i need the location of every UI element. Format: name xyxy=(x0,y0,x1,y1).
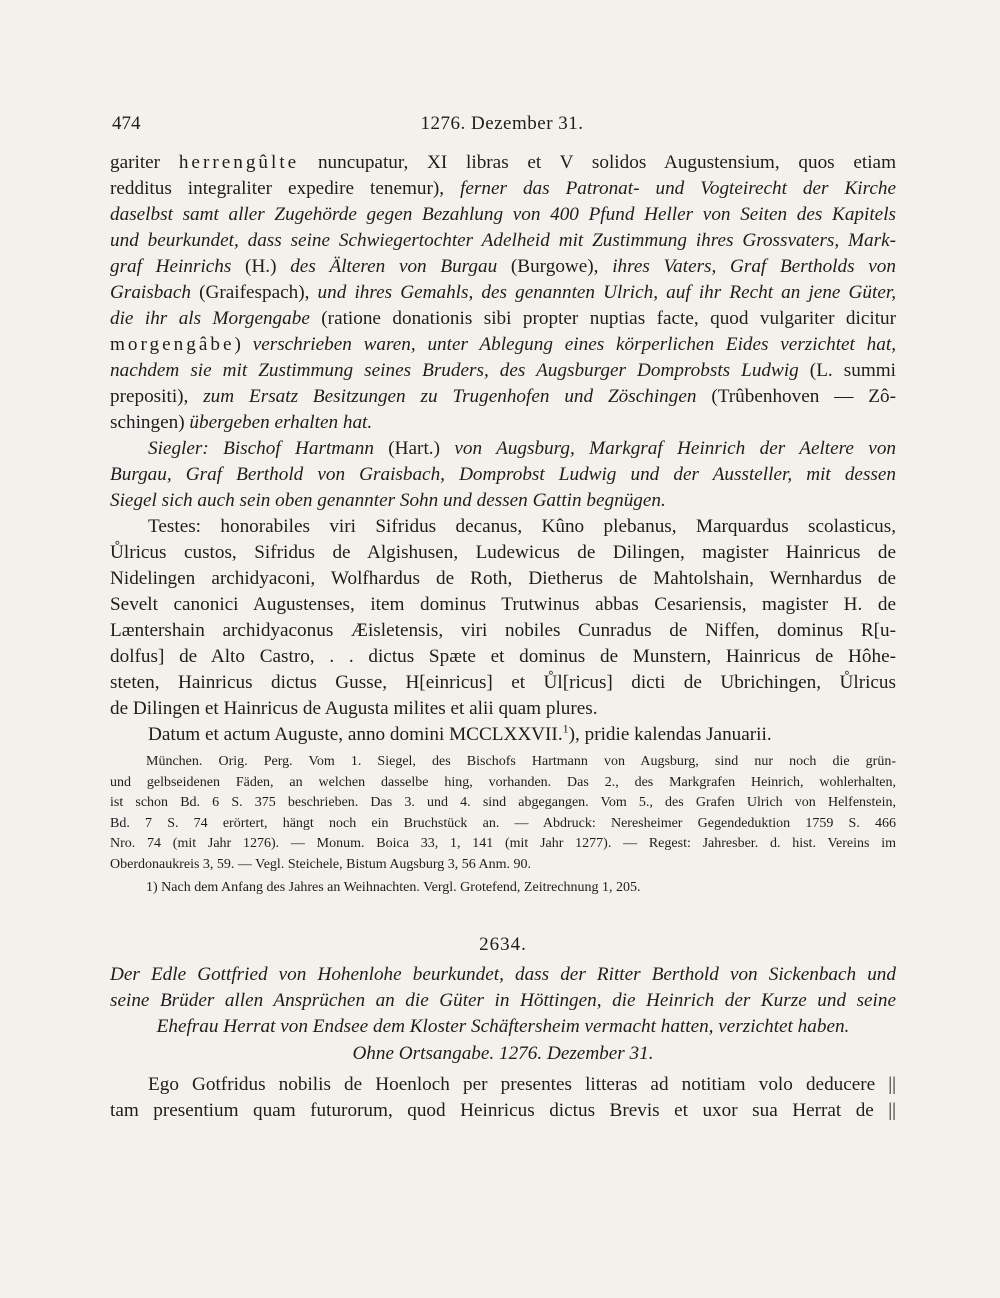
note-line: ist schon Bd. 6 S. 375 beschrieben. Das 3. und 4. sind abgegangen. Vom 5., des Grafen Ulrich von Helfenstein, xyxy=(110,795,896,811)
summary-line: Ehefrau Herrat von Endsee dem Kloster Schäftersheim vermacht hatten, verzichtet haben. xyxy=(156,1015,850,1037)
siegler-paragraph xyxy=(110,436,896,514)
text-run: steten, Hainricus dictus Gusse, H[einricus] et Ůl[ricus] dicti de Ubrichingen, Ůlricus xyxy=(110,672,896,693)
text-run: Læntershain archidyaconus Æisletensis, viri nobiles Cunradus de Niffen, dominus R[u- xyxy=(110,620,896,641)
entry-text-line: Ego Gotfridus nobilis de Hoenloch per presentes litteras ad notitiam volo deducere || xyxy=(148,1073,896,1095)
entry-number: 2634. xyxy=(479,933,527,955)
entry-summary xyxy=(110,962,896,1040)
footnote-ref: 1 xyxy=(562,721,569,736)
body-line xyxy=(110,202,896,228)
text-run: (Hart.) xyxy=(373,438,455,459)
entry-text-line: tam presentium quam futurorum, quod Heinricus dictus Brevis et uxor sua Herrat de || xyxy=(110,1099,896,1121)
body-line xyxy=(110,150,896,176)
text-run: gariter xyxy=(110,152,179,173)
italic-run: Burgau, Graf Berthold von Graisbach, Domprobst Ludwig und der Aussteller, mit dessen xyxy=(110,464,896,485)
entry-text xyxy=(110,1072,896,1124)
body-line xyxy=(110,358,896,384)
text-run: (L. summi xyxy=(798,360,896,381)
siegler-line xyxy=(110,436,896,462)
body-line xyxy=(110,384,896,410)
testes-paragraph xyxy=(110,514,896,722)
body-line xyxy=(110,280,896,306)
text-run: dolfus] de Alto Castro, . . dictus Spæte et dominus de Munstern, Hainricus de Hôhe- xyxy=(110,646,896,667)
italic-run: verschrieben waren, unter Ablegung eines körperlichen Eides verzichtet hat, xyxy=(252,334,896,355)
italic-run: übergeben erhalten hat. xyxy=(189,412,373,433)
testes-line xyxy=(110,670,896,696)
text-run: Sevelt canonici Augustenses, item dominus Trutwinus abbas Cesariensis, magister H. de xyxy=(110,594,896,615)
note-line: Oberdonaukreis 3, 59. — Vegl. Steichele, Bistum Augsburg 3, 56 Anm. 90. xyxy=(110,856,532,872)
spaced-run: morgengâbe xyxy=(110,334,235,355)
spaced-run: herrengûlte xyxy=(178,152,300,173)
text-run: (H.) xyxy=(231,256,291,277)
italic-run: graf Heinrichs xyxy=(110,256,232,277)
page-header xyxy=(112,113,892,143)
body-line xyxy=(110,332,896,358)
datum-text: Datum et actum Auguste, anno domini MCCLXXVII. xyxy=(148,724,563,745)
text-run: (Graifespach), xyxy=(191,282,318,303)
italic-run: von Augsburg, Markgraf Heinrich der Aeltere von xyxy=(454,438,897,459)
testes-line xyxy=(110,566,896,592)
entry-body-paragraph xyxy=(110,150,896,436)
italic-run: und beurkundet, dass seine Schwiegertochter Adelheid mit Zustimmung ihres Grossvaters, Mark- xyxy=(110,230,896,251)
testes-line xyxy=(110,592,896,618)
body-line xyxy=(110,228,896,254)
text-run: redditus integraliter expedire tenemur), xyxy=(110,178,461,199)
text-run: (Burgowe), xyxy=(497,256,613,277)
body-line xyxy=(110,306,896,332)
entry-dateline: Ohne Ortsangabe. 1276. Dezember 31. xyxy=(352,1042,654,1064)
datum-tail: ), pridie kalendas Januarii. xyxy=(568,724,772,745)
text-run: (ratione donationis sibi propter nuptias facte, quod vulgariter dicitur xyxy=(309,308,897,329)
text-run: Nidelingen archidyaconi, Wolfhardus de Roth, Dietherus de Mahtolshain, Wernhardus de xyxy=(110,568,896,589)
body-line xyxy=(110,254,896,280)
body-line xyxy=(110,410,896,436)
running-head: 1276. Dezember 31. xyxy=(420,113,584,134)
italic-run: nachdem sie mit Zustimmung seines Bruders, des Augsburger Domprobsts Ludwig xyxy=(110,360,799,381)
italic-run: ferner das Patronat- und Vogteirecht der Kirche xyxy=(460,178,896,199)
text-run: nuncupatur, XI libras et V solidos Augustensium, quos etiam xyxy=(299,152,896,173)
testes-line xyxy=(110,514,896,540)
note-line: und gelbseidenen Fäden, an welchen dasselbe hing, vorhanden. Das 2., des Markgrafen Heinrich, wohlerhalten, xyxy=(110,774,896,790)
body-line xyxy=(110,176,896,202)
note-line: Nro. 74 (mit Jahr 1276). — Monum. Boica 33, 1, 141 (mit Jahr 1277). — Regest: Jahresber. d. hist. Vereins im xyxy=(110,836,896,852)
datum-line xyxy=(110,722,896,748)
testes-line xyxy=(110,644,896,670)
text-run: (Trûbenhoven — Zô- xyxy=(696,386,896,407)
text-run: schingen) xyxy=(110,412,190,433)
text-run: ) xyxy=(234,334,253,355)
testes-line xyxy=(110,696,896,722)
italic-run: Graisbach xyxy=(110,282,192,303)
summary-line: seine Brüder allen Ansprüchen an die Güter in Höttingen, die Heinrich der Kurze und seine xyxy=(110,989,896,1011)
text-run: Testes: honorabiles viri Sifridus decanus, Kûno plebanus, Marquardus scolasticus, xyxy=(148,516,896,537)
italic-run: daselbst samt aller Zugehörde gegen Bezahlung von 400 Pfund Heller von Seiten des Kapitels xyxy=(110,204,896,225)
italic-run: zum Ersatz Besitzungen zu Trugenhofen und Zöschingen xyxy=(203,386,697,407)
siegler-line xyxy=(110,488,896,514)
italic-run: Siegler: Bischof Hartmann xyxy=(148,438,374,459)
summary-line: Der Edle Gottfried von Hohenlohe beurkundet, dass der Ritter Berthold von Sickenbach und xyxy=(110,963,896,985)
archival-notes xyxy=(110,752,896,876)
testes-line xyxy=(110,618,896,644)
text-run: Ůlricus custos, Sifridus de Algishusen, Ludewicus de Dilingen, magister Hainricus de xyxy=(110,542,896,563)
testes-line xyxy=(110,540,896,566)
italic-run: die ihr als Morgengabe xyxy=(110,308,310,329)
footnote: 1) Nach dem Anfang des Jahres an Weihnachten. Vergl. Grotefend, Zeitrechnung 1, 205. xyxy=(146,879,641,895)
note-line: München. Orig. Perg. Vom 1. Siegel, des Bischofs Hartmann von Augsburg, sind nur noch die grün- xyxy=(146,754,896,769)
page-body xyxy=(110,150,896,1124)
siegler-line xyxy=(110,462,896,488)
italic-run: und ihres Gemahls, des genannten Ulrich, auf ihr Recht an jene Güter, xyxy=(317,282,896,303)
italic-run: des Älteren von Burgau xyxy=(290,256,498,277)
page-number: 474 xyxy=(112,113,141,134)
italic-run: ihres Vaters, Graf Bertholds von xyxy=(612,256,896,277)
note-line: Bd. 7 S. 74 erörtert, hängt noch ein Bruchstück an. — Abdruck: Neresheimer Gegendeduktion 1759 S. 466 xyxy=(110,815,896,831)
text-run: de Dilingen et Hainricus de Augusta milites et alii quam plures. xyxy=(110,698,598,719)
text-run: prepositi), xyxy=(110,386,204,407)
italic-run: Siegel sich auch sein oben genannter Sohn und dessen Gattin begnügen. xyxy=(110,490,666,511)
